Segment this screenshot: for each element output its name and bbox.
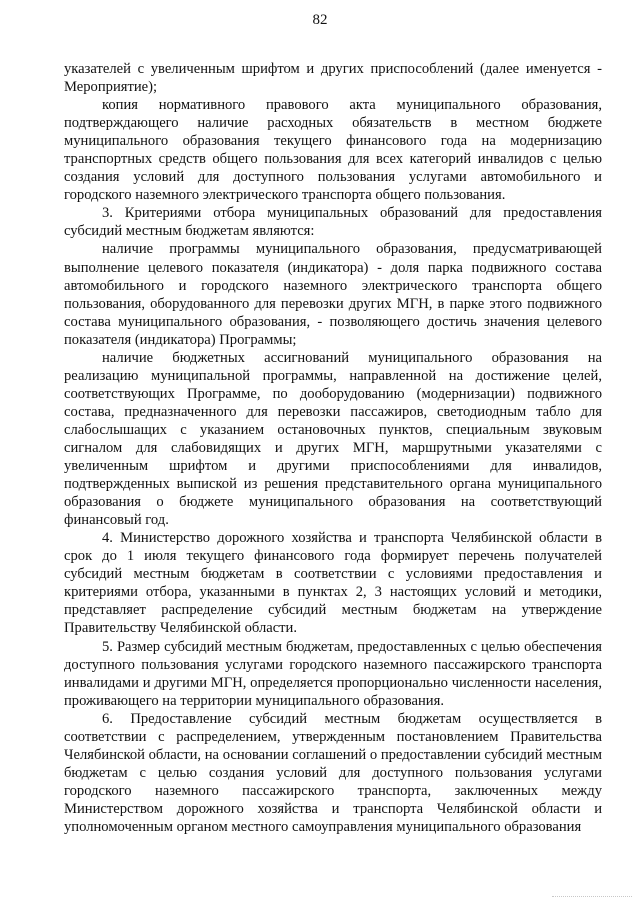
scan-edge-mark — [552, 896, 632, 899]
paragraph-item-6: 6. Предоставление субсидий местным бюджетам осуществляется в соответствии с распределением, утвержденным постановлением Правительства Челябинской области, на основании соглашений о предоставлении субсидий местным бюджетам с целью создания условий для доступного пользования услугами городского наземного пассажирского транспорта, заключенных между Министерством дорожного хозяйства и транспорта Челябинской области и уполномоченным органом местного самоуправления муниципального образования — [64, 710, 602, 835]
paragraph-item-5: 5. Размер субсидий местным бюджетам, предоставленных с целью обеспечения доступного пользования услугами городского наземного пассажирского транспорта инвалидами и другими МГН, определяется пропорционально численности населения, проживающего на территории муниципального образования. — [64, 638, 602, 709]
paragraph-budget-allocation-criterion: наличие бюджетных ассигнований муниципального образования на реализацию муниципальной программы, направленной на достижение целей, соответствующих Программе, по дооборудованию (модернизации) подвижного состава, предназначенного для перевозки пассажиров, светодиодным табло для слабослышащих с указанием остановочных пунктов, специальным звуковым сигналом для слабовидящих и других МГН, маршрутными указателями с увеличенным шрифтом и другими приспособлениями для инвалидов, подтвержденных выпиской из решения представительного органа муниципального образования о бюджете муниципального образования на соответствующий финансовый год. — [64, 349, 602, 529]
paragraph-continuation: указателей с увеличенным шрифтом и других приспособлений (далее именуется - Мероприятие); — [64, 61, 602, 96]
page-number: 82 — [312, 12, 328, 28]
paragraph-program-criterion: наличие программы муниципального образования, предусматривающей выполнение целевого показателя (индикатора) - доля парка подвижного состава автомобильного и городского наземного электрического транспорта общего пользования, оборудованного для перевозки других МГН, в парке этого подвижного состава муниципального образования, - позволяющего достичь значения целевого показателя (индикатора) Программы; — [64, 241, 602, 348]
paragraph-selection-criteria: 3. Критериями отбора муниципальных образований для предоставления субсидий местным бюджетам являются: — [64, 205, 602, 240]
paragraph-item-4: 4. Министерство дорожного хозяйства и транспорта Челябинской области в срок до 1 июля текущего финансового года формирует перечень получателей субсидий местным бюджетам в соответствии с условиями предоставления и критериями отбора, указанными в пунктах 2, 3 настоящих условий и методики, представляет распределение субсидий местным бюджетам на утверждение Правительству Челябинской области. — [64, 530, 602, 637]
paragraph-normative-act-copy: копия нормативного правового акта муниципального образования, подтверждающего наличие расходных обязательств в местном бюджете муниципального образования текущего финансового года на модернизацию транспортных средств общего пользования для всех категорий инвалидов с целью создания условий для доступного пользования услугами автомобильного и городского наземного электрического транспорта общего пользования. — [64, 97, 602, 204]
document-body — [64, 60, 602, 836]
